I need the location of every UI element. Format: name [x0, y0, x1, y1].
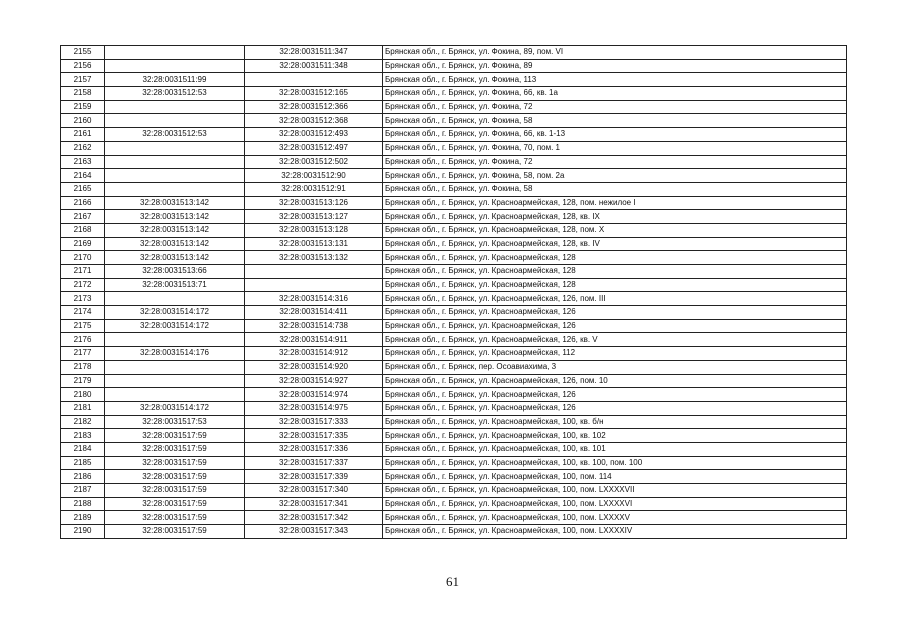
parent-cadastral-cell — [105, 388, 245, 402]
parent-cadastral-cell: 32:28:0031514:172 — [105, 401, 245, 415]
parent-cadastral-cell — [105, 360, 245, 374]
table-row — [61, 210, 847, 224]
address-cell: Брянская обл., г. Брянск, ул. Красноармейская, 126, пом. 10 — [383, 374, 847, 388]
cadastral-number-cell: 32:28:0031513:131 — [245, 237, 383, 251]
cadastral-number-cell: 32:28:0031517:340 — [245, 484, 383, 498]
table-row — [61, 292, 847, 306]
table-row — [61, 360, 847, 374]
row-number-cell: 2176 — [61, 333, 105, 347]
row-number-cell: 2179 — [61, 374, 105, 388]
parent-cadastral-cell: 32:28:0031511:99 — [105, 73, 245, 87]
row-number-cell: 2163 — [61, 155, 105, 169]
cadastral-number-cell: 32:28:0031514:927 — [245, 374, 383, 388]
table-row — [61, 128, 847, 142]
address-cell: Брянская обл., г. Брянск, ул. Фокина, 66, кв. 1-13 — [383, 128, 847, 142]
table-row — [61, 319, 847, 333]
cadastral-number-cell: 32:28:0031517:335 — [245, 429, 383, 443]
row-number-cell: 2155 — [61, 46, 105, 60]
address-cell: Брянская обл., г. Брянск, ул. Красноармейская, 100, кв. 101 — [383, 442, 847, 456]
cadastral-number-cell: 32:28:0031513:127 — [245, 210, 383, 224]
table-row — [61, 484, 847, 498]
row-number-cell: 2161 — [61, 128, 105, 142]
address-cell: Брянская обл., г. Брянск, ул. Фокина, 58 — [383, 182, 847, 196]
cadastral-number-cell: 32:28:0031513:128 — [245, 223, 383, 237]
table-row — [61, 333, 847, 347]
cadastral-number-cell: 32:28:0031512:493 — [245, 128, 383, 142]
parent-cadastral-cell: 32:28:0031513:142 — [105, 210, 245, 224]
parent-cadastral-cell — [105, 169, 245, 183]
address-cell: Брянская обл., г. Брянск, ул. Красноармейская, 128 — [383, 265, 847, 279]
row-number-cell: 2170 — [61, 251, 105, 265]
parent-cadastral-cell: 32:28:0031517:59 — [105, 442, 245, 456]
row-number-cell: 2187 — [61, 484, 105, 498]
parent-cadastral-cell — [105, 141, 245, 155]
address-cell: Брянская обл., г. Брянск, ул. Красноармейская, 126 — [383, 319, 847, 333]
address-cell: Брянская обл., г. Брянск, ул. Фокина, 113 — [383, 73, 847, 87]
row-number-cell: 2175 — [61, 319, 105, 333]
parent-cadastral-cell — [105, 374, 245, 388]
cadastral-number-cell: 32:28:0031514:975 — [245, 401, 383, 415]
table-row — [61, 182, 847, 196]
cadastral-number-cell: 32:28:0031512:497 — [245, 141, 383, 155]
parent-cadastral-cell: 32:28:0031517:59 — [105, 456, 245, 470]
row-number-cell: 2186 — [61, 470, 105, 484]
address-cell: Брянская обл., г. Брянск, ул. Красноармейская, 126 — [383, 401, 847, 415]
row-number-cell: 2178 — [61, 360, 105, 374]
parent-cadastral-cell: 32:28:0031514:176 — [105, 347, 245, 361]
address-cell: Брянская обл., г. Брянск, ул. Красноармейская, 128, пом. X — [383, 223, 847, 237]
property-registry-table — [60, 45, 847, 539]
cadastral-number-cell: 32:28:0031517:337 — [245, 456, 383, 470]
cadastral-number-cell: 32:28:0031512:366 — [245, 100, 383, 114]
parent-cadastral-cell: 32:28:0031517:59 — [105, 484, 245, 498]
table-row — [61, 306, 847, 320]
parent-cadastral-cell: 32:28:0031517:59 — [105, 470, 245, 484]
page-number: 61 — [446, 574, 459, 589]
table-row — [61, 401, 847, 415]
address-cell: Брянская обл., г. Брянск, ул. Красноармейская, 100, пом. LXXXXVI — [383, 497, 847, 511]
row-number-cell: 2184 — [61, 442, 105, 456]
row-number-cell: 2171 — [61, 265, 105, 279]
row-number-cell: 2156 — [61, 59, 105, 73]
table-row — [61, 87, 847, 101]
table-row — [61, 169, 847, 183]
parent-cadastral-cell — [105, 182, 245, 196]
address-cell: Брянская обл., г. Брянск, ул. Красноармейская, 128 — [383, 251, 847, 265]
parent-cadastral-cell: 32:28:0031512:53 — [105, 87, 245, 101]
address-cell: Брянская обл., г. Брянск, ул. Красноармейская, 100, пом. LXXXXIV — [383, 525, 847, 539]
table-row — [61, 223, 847, 237]
row-number-cell: 2185 — [61, 456, 105, 470]
row-number-cell: 2172 — [61, 278, 105, 292]
cadastral-number-cell — [245, 73, 383, 87]
table-row — [61, 374, 847, 388]
cadastral-number-cell — [245, 265, 383, 279]
row-number-cell: 2168 — [61, 223, 105, 237]
row-number-cell: 2166 — [61, 196, 105, 210]
table-row — [61, 347, 847, 361]
row-number-cell: 2173 — [61, 292, 105, 306]
address-cell: Брянская обл., г. Брянск, ул. Красноармейская, 100, кв. 100, пом. 100 — [383, 456, 847, 470]
parent-cadastral-cell — [105, 46, 245, 60]
parent-cadastral-cell: 32:28:0031513:142 — [105, 223, 245, 237]
address-cell: Брянская обл., г. Брянск, ул. Красноармейская, 100, пом. LXXXXV — [383, 511, 847, 525]
cadastral-number-cell: 32:28:0031517:336 — [245, 442, 383, 456]
row-number-cell: 2167 — [61, 210, 105, 224]
address-cell: Брянская обл., г. Брянск, ул. Фокина, 58, пом. 2а — [383, 169, 847, 183]
cadastral-number-cell: 32:28:0031517:341 — [245, 497, 383, 511]
row-number-cell: 2177 — [61, 347, 105, 361]
cadastral-number-cell: 32:28:0031512:90 — [245, 169, 383, 183]
table-row — [61, 196, 847, 210]
table-row — [61, 456, 847, 470]
cadastral-number-cell: 32:28:0031517:342 — [245, 511, 383, 525]
cadastral-number-cell: 32:28:0031517:343 — [245, 525, 383, 539]
row-number-cell: 2160 — [61, 114, 105, 128]
cadastral-number-cell: 32:28:0031514:411 — [245, 306, 383, 320]
row-number-cell: 2182 — [61, 415, 105, 429]
parent-cadastral-cell: 32:28:0031517:59 — [105, 525, 245, 539]
row-number-cell: 2189 — [61, 511, 105, 525]
cadastral-number-cell: 32:28:0031514:911 — [245, 333, 383, 347]
cadastral-number-cell: 32:28:0031512:91 — [245, 182, 383, 196]
row-number-cell: 2159 — [61, 100, 105, 114]
table-row — [61, 429, 847, 443]
table-row — [61, 100, 847, 114]
row-number-cell: 2180 — [61, 388, 105, 402]
cadastral-number-cell: 32:28:0031512:368 — [245, 114, 383, 128]
cadastral-number-cell: 32:28:0031517:339 — [245, 470, 383, 484]
address-cell: Брянская обл., г. Брянск, ул. Красноармейская, 112 — [383, 347, 847, 361]
parent-cadastral-cell: 32:28:0031513:71 — [105, 278, 245, 292]
address-cell: Брянская обл., г. Брянск, ул. Фокина, 72 — [383, 155, 847, 169]
table-row — [61, 442, 847, 456]
parent-cadastral-cell — [105, 59, 245, 73]
parent-cadastral-cell — [105, 292, 245, 306]
address-cell: Брянская обл., г. Брянск, ул. Красноармейская, 128, пом. нежилое I — [383, 196, 847, 210]
parent-cadastral-cell: 32:28:0031513:142 — [105, 251, 245, 265]
table-row — [61, 525, 847, 539]
table-row — [61, 155, 847, 169]
table-row — [61, 415, 847, 429]
row-number-cell: 2190 — [61, 525, 105, 539]
address-cell: Брянская обл., г. Брянск, ул. Фокина, 89, пом. VI — [383, 46, 847, 60]
address-cell: Брянская обл., г. Брянск, ул. Красноармейская, 100, пом. LXXXXVII — [383, 484, 847, 498]
cadastral-number-cell: 32:28:0031512:165 — [245, 87, 383, 101]
row-number-cell: 2157 — [61, 73, 105, 87]
table-row — [61, 388, 847, 402]
cadastral-number-cell: 32:28:0031514:912 — [245, 347, 383, 361]
table-row — [61, 470, 847, 484]
cadastral-number-cell: 32:28:0031514:974 — [245, 388, 383, 402]
parent-cadastral-cell: 32:28:0031513:142 — [105, 196, 245, 210]
parent-cadastral-cell — [105, 155, 245, 169]
cadastral-number-cell: 32:28:0031517:333 — [245, 415, 383, 429]
cadastral-number-cell: 32:28:0031511:347 — [245, 46, 383, 60]
row-number-cell: 2158 — [61, 87, 105, 101]
parent-cadastral-cell: 32:28:0031517:59 — [105, 497, 245, 511]
address-cell: Брянская обл., г. Брянск, ул. Фокина, 66, кв. 1а — [383, 87, 847, 101]
parent-cadastral-cell: 32:28:0031514:172 — [105, 319, 245, 333]
cadastral-number-cell — [245, 278, 383, 292]
row-number-cell: 2162 — [61, 141, 105, 155]
address-cell: Брянская обл., г. Брянск, пер. Осоавиахима, 3 — [383, 360, 847, 374]
cadastral-number-cell: 32:28:0031511:348 — [245, 59, 383, 73]
table-row — [61, 141, 847, 155]
row-number-cell: 2169 — [61, 237, 105, 251]
address-cell: Брянская обл., г. Брянск, ул. Красноармейская, 126, пом. III — [383, 292, 847, 306]
parent-cadastral-cell: 32:28:0031514:172 — [105, 306, 245, 320]
table-row — [61, 73, 847, 87]
address-cell: Брянская обл., г. Брянск, ул. Фокина, 89 — [383, 59, 847, 73]
address-cell: Брянская обл., г. Брянск, ул. Фокина, 70, пом. 1 — [383, 141, 847, 155]
address-cell: Брянская обл., г. Брянск, ул. Красноармейская, 126 — [383, 388, 847, 402]
table-row — [61, 46, 847, 60]
table-row — [61, 251, 847, 265]
parent-cadastral-cell: 32:28:0031517:59 — [105, 511, 245, 525]
parent-cadastral-cell: 32:28:0031513:66 — [105, 265, 245, 279]
parent-cadastral-cell: 32:28:0031512:53 — [105, 128, 245, 142]
cadastral-number-cell: 32:28:0031513:132 — [245, 251, 383, 265]
row-number-cell: 2165 — [61, 182, 105, 196]
address-cell: Брянская обл., г. Брянск, ул. Красноармейская, 100, кв. 102 — [383, 429, 847, 443]
address-cell: Брянская обл., г. Брянск, ул. Фокина, 58 — [383, 114, 847, 128]
row-number-cell: 2183 — [61, 429, 105, 443]
address-cell: Брянская обл., г. Брянск, ул. Красноармейская, 128 — [383, 278, 847, 292]
parent-cadastral-cell — [105, 100, 245, 114]
address-cell: Брянская обл., г. Брянск, ул. Красноармейская, 100, кв. б/н — [383, 415, 847, 429]
table-body — [61, 46, 847, 539]
table-row — [61, 511, 847, 525]
row-number-cell: 2174 — [61, 306, 105, 320]
parent-cadastral-cell: 32:28:0031517:59 — [105, 429, 245, 443]
cadastral-number-cell: 32:28:0031514:920 — [245, 360, 383, 374]
row-number-cell: 2188 — [61, 497, 105, 511]
address-cell: Брянская обл., г. Брянск, ул. Красноармейская, 126 — [383, 306, 847, 320]
parent-cadastral-cell: 32:28:0031513:142 — [105, 237, 245, 251]
parent-cadastral-cell — [105, 333, 245, 347]
table-row — [61, 59, 847, 73]
table-row — [61, 497, 847, 511]
address-cell: Брянская обл., г. Брянск, ул. Красноармейская, 126, кв. V — [383, 333, 847, 347]
cadastral-number-cell: 32:28:0031513:126 — [245, 196, 383, 210]
address-cell: Брянская обл., г. Брянск, ул. Фокина, 72 — [383, 100, 847, 114]
address-cell: Брянская обл., г. Брянск, ул. Красноармейская, 128, кв. IX — [383, 210, 847, 224]
table-row — [61, 278, 847, 292]
parent-cadastral-cell — [105, 114, 245, 128]
cadastral-number-cell: 32:28:0031512:502 — [245, 155, 383, 169]
address-cell: Брянская обл., г. Брянск, ул. Красноармейская, 128, кв. IV — [383, 237, 847, 251]
cadastral-number-cell: 32:28:0031514:738 — [245, 319, 383, 333]
row-number-cell: 2164 — [61, 169, 105, 183]
table-row — [61, 114, 847, 128]
cadastral-number-cell: 32:28:0031514:316 — [245, 292, 383, 306]
parent-cadastral-cell: 32:28:0031517:53 — [105, 415, 245, 429]
table-row — [61, 265, 847, 279]
row-number-cell: 2181 — [61, 401, 105, 415]
address-cell: Брянская обл., г. Брянск, ул. Красноармейская, 100, пом. 114 — [383, 470, 847, 484]
table-row — [61, 237, 847, 251]
